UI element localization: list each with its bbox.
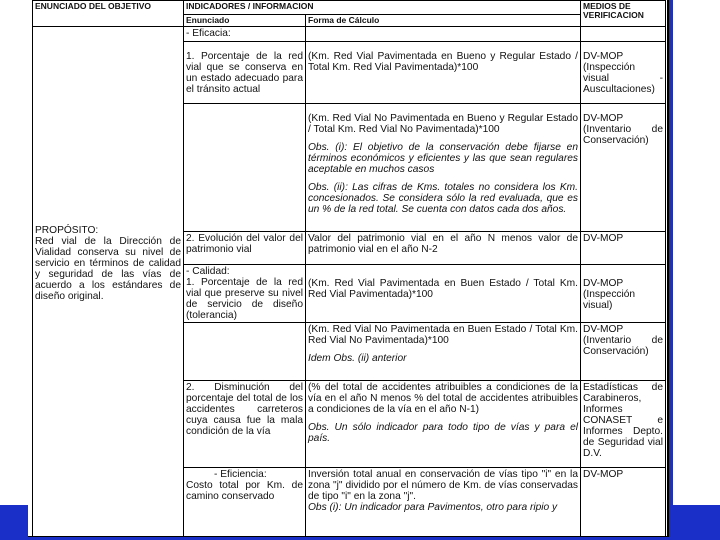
purpose-cell [33,27,184,538]
document-page [28,0,669,537]
quality-1-statement: - Calidad: 1. Porcentaje de la red vial que preserve su nivel de servicio de diseño (tolerancia) [184,265,306,323]
indicator-2-means: DV-MOP [581,232,666,265]
header-row [33,1,666,15]
indicator-2-formula: Valor del patrimonio vial en el año N menos valor de patrimonio vial en el año N-2 [306,232,581,265]
quality-2-statement: 2. Disminución del porcentaje del total de los accidentes carreteros cuya causa fue la mala condición de la vía [184,381,306,468]
indicator-1-formula: (Km. Red Vial Pavimentada en Bueno y Regular Estado / Total Km. Red Vial Pavimentada)*100 [306,42,581,104]
indicator-1b-formula: (Km. Red Vial No Pavimentada en Bueno y Regular Estado / Total Km. Red Vial No Pavimentada)*100 Obs. (i): El objetivo de la conservación debe fijarse en términos económicos y eficientes y las que sean regulares aceptable en muchos casos Obs. (ii): Las cifras de Kms. totales no considera los Km. concesionados. Se considera sólo la red evaluada, que es un % de la red total. Se cuenta con datos cada dos años. [306,104,581,232]
efficiency-formula: Inversión total anual en conservación de vías tipo "i" en la zona "j" dividido por el número de Km. de vías conservadas de tipo "i" en la zona "j". Obs (i): Un indicador para Pavimentos, otro para ripio y [306,468,581,538]
quality-2-formula: (% del total de accidentes atribuibles a condiciones de la vía en el año N menos % del total de accidentes atribuibles a condiciones de la vía en el año N-1) Obs. Un sólo indicador para todo tipo de vías y para el país. [306,381,581,468]
indicator-1-statement: 1. Porcentaje de la red vial que se conserva en un estado adecuado para el tránsito actual [184,42,306,104]
row-efficacy-label [33,27,666,42]
quality-2-means: Estadísticas de Carabineros, Informes CONASET e Informes Depto. de Seguridad vial D.V. [581,381,666,468]
indicator-2-statement: 2. Evolución del valor del patrimonio vial [184,232,306,265]
header-means-line1: MEDIOS DE [583,1,631,11]
purpose-title: PROPÓSITO: [35,225,99,236]
purpose-text: Red vial de la Dirección de Vialidad conserva su nivel de servicio en términos de calidad y seguridad de las vías de acuerdo a los estándares de diseño original. [35,236,181,302]
efficacy-label: - Eficacia: [184,27,306,42]
logical-framework-table [32,0,666,537]
header-formula: Forma de Cálculo [306,15,581,27]
indicator-1b-statement [184,104,306,232]
quality-1b-formula: (Km. Red Vial No Pavimentada en Buen Estado / Total Km. Red Vial No Pavimentada)*100 Idem Obs. (ii) anterior [306,323,581,381]
header-means-line2: VERIFICACION [583,10,644,20]
efficiency-statement: - Eficiencia: Costo total por Km. de camino conservado [184,468,306,538]
quality-1b-means: DV-MOP (Inventario de Conservación) [581,323,666,381]
header-means [581,1,666,27]
header-indicators: INDICADORES / INFORMACION [184,1,581,15]
efficacy-means [581,27,666,42]
right-margin [667,0,720,540]
left-margin [0,0,28,540]
quality-1b-statement [184,323,306,381]
header-objective: ENUNCIADO DEL OBJETIVO [33,1,184,27]
efficiency-means: DV-MOP [581,468,666,538]
indicator-1b-means: DV-MOP (Inventario de Conservación) [581,104,666,232]
header-statement: Enunciado [184,15,306,27]
quality-1-formula: (Km. Red Vial Pavimentada en Buen Estado / Total Km. Red Vial Pavimentada)*100 [306,265,581,323]
indicator-1-means: DV-MOP (Inspección visual - Auscultaciones) [581,42,666,104]
efficacy-formula [306,27,581,42]
quality-1-means: DV-MOP (Inspección visual) [581,265,666,323]
